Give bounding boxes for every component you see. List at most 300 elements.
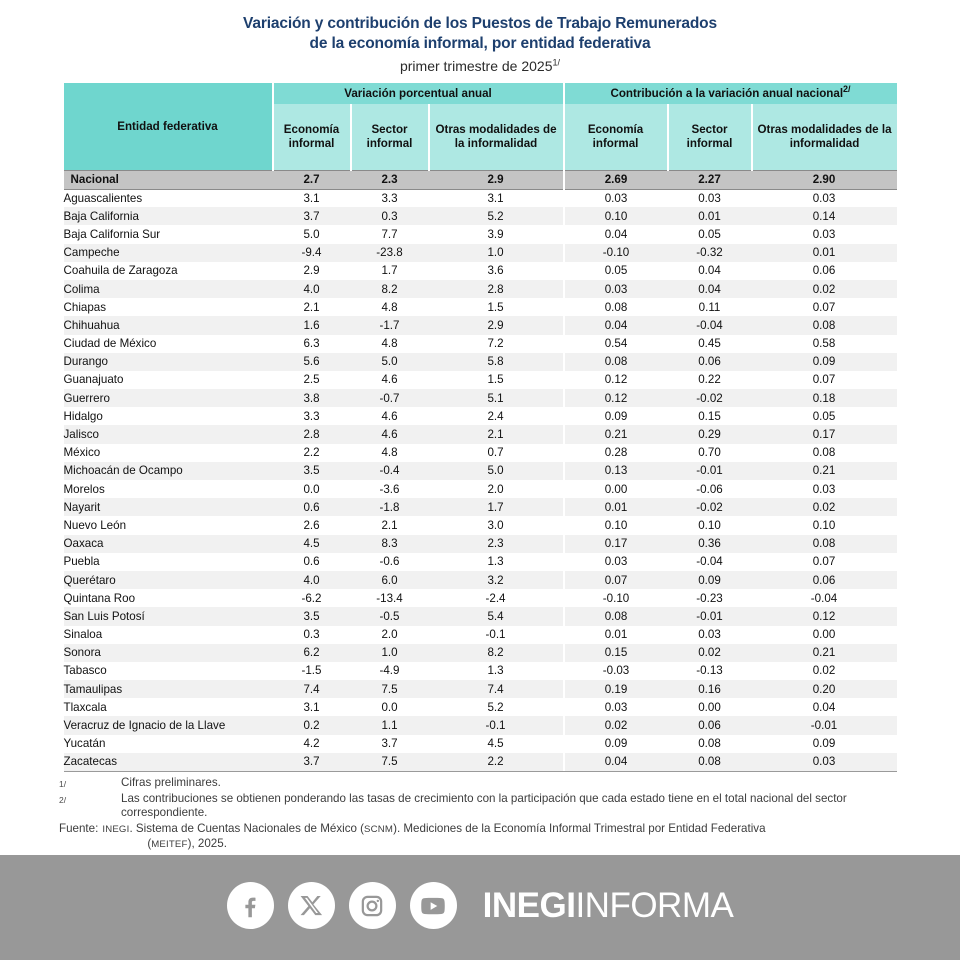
row-value-1: 8.3 <box>351 535 429 553</box>
row-value-0: 2.5 <box>273 371 351 389</box>
row-label-entity: Baja California <box>64 207 273 225</box>
row-value-1: -1.7 <box>351 316 429 334</box>
row-value-5: 0.04 <box>752 698 897 716</box>
row-label-entity: Nuevo León <box>64 516 273 534</box>
row-value-1: 4.6 <box>351 371 429 389</box>
row-value-2: 1.5 <box>429 371 564 389</box>
row-value-2: 5.2 <box>429 698 564 716</box>
row-label-entity: Veracruz de Ignacio de la Llave <box>64 716 273 734</box>
row-value-4: -0.02 <box>668 389 752 407</box>
row-value-0: 0.6 <box>273 498 351 516</box>
row-value-2: 2.9 <box>429 316 564 334</box>
row-value-5: 0.03 <box>752 189 897 207</box>
row-value-5: 0.20 <box>752 680 897 698</box>
header-group-contribucion <box>564 83 897 104</box>
row-value-1: 7.5 <box>351 680 429 698</box>
row-value-1: -0.4 <box>351 462 429 480</box>
footnote-1-marker: 1/ <box>59 779 67 789</box>
row-value-0: 3.5 <box>273 462 351 480</box>
table-row <box>64 589 897 607</box>
header-entidad-federativa: Entidad federativa <box>64 83 273 170</box>
national-value-4: 2.27 <box>668 170 752 189</box>
table-row <box>64 389 897 407</box>
row-value-1: 0.3 <box>351 207 429 225</box>
row-value-5: 0.02 <box>752 498 897 516</box>
brand-wordmark <box>483 886 734 926</box>
row-value-0: 0.2 <box>273 716 351 734</box>
row-value-4: 0.02 <box>668 644 752 662</box>
row-value-1: 8.2 <box>351 280 429 298</box>
row-value-2: 5.0 <box>429 462 564 480</box>
row-value-2: 1.0 <box>429 244 564 262</box>
row-value-4: 0.70 <box>668 444 752 462</box>
national-value-1: 2.3 <box>351 170 429 189</box>
table-row <box>64 444 897 462</box>
row-value-0: 4.2 <box>273 735 351 753</box>
table-row <box>64 244 897 262</box>
table-row <box>64 207 897 225</box>
row-value-4: 0.10 <box>668 516 752 534</box>
row-value-3: 0.04 <box>564 316 668 334</box>
row-label-entity: Puebla <box>64 553 273 571</box>
row-value-1: 0.0 <box>351 698 429 716</box>
row-label-entity: Chiapas <box>64 298 273 316</box>
row-value-5: 0.12 <box>752 607 897 625</box>
row-value-4: 0.05 <box>668 225 752 243</box>
table-row <box>64 735 897 753</box>
footnote-2-marker: 2/ <box>59 794 67 805</box>
row-value-0: 3.1 <box>273 189 351 207</box>
row-value-2: 5.8 <box>429 353 564 371</box>
row-value-3: 0.03 <box>564 189 668 207</box>
row-value-5: 0.17 <box>752 425 897 443</box>
row-value-2: 2.3 <box>429 535 564 553</box>
row-value-4: 0.29 <box>668 425 752 443</box>
row-value-3: 0.13 <box>564 462 668 480</box>
page-title-line-1: Variación y contribución de los Puestos de Trabajo Remunerados <box>243 15 717 32</box>
instagram-icon[interactable] <box>349 882 396 929</box>
row-label-entity: Baja California Sur <box>64 225 273 243</box>
source-text <box>102 822 904 853</box>
row-label-entity: México <box>64 444 273 462</box>
row-value-3: 0.03 <box>564 698 668 716</box>
brand-informa: INFORMA <box>575 885 734 925</box>
row-value-0: 2.6 <box>273 516 351 534</box>
row-value-1: 2.0 <box>351 626 429 644</box>
footnote-1 <box>59 776 904 792</box>
row-value-1: 2.1 <box>351 516 429 534</box>
header-sub-otras-modalidades-contribucion: Otras modalidades de la informalidad <box>752 104 897 170</box>
row-value-5: 0.03 <box>752 753 897 771</box>
row-value-5: 0.05 <box>752 407 897 425</box>
row-value-3: 0.12 <box>564 371 668 389</box>
row-value-3: 0.05 <box>564 262 668 280</box>
row-label-entity: Quintana Roo <box>64 589 273 607</box>
row-value-3: 0.04 <box>564 753 668 771</box>
national-value-0: 2.7 <box>273 170 351 189</box>
row-value-2: -0.1 <box>429 626 564 644</box>
row-value-5: 0.06 <box>752 571 897 589</box>
table-row <box>64 425 897 443</box>
row-value-5: 0.02 <box>752 280 897 298</box>
row-value-3: 0.08 <box>564 298 668 316</box>
row-value-1: 5.0 <box>351 353 429 371</box>
row-value-5: 0.00 <box>752 626 897 644</box>
row-value-4: 0.08 <box>668 735 752 753</box>
row-value-2: 8.2 <box>429 644 564 662</box>
row-value-0: 2.9 <box>273 262 351 280</box>
header-sub-sector-informal-variacion: Sector informal <box>351 104 429 170</box>
row-value-4: -0.32 <box>668 244 752 262</box>
header-group-variacion: Variación porcentual anual <box>273 83 564 104</box>
row-value-1: 3.7 <box>351 735 429 753</box>
row-value-0: 0.0 <box>273 480 351 498</box>
row-value-2: 2.0 <box>429 480 564 498</box>
row-value-0: 3.7 <box>273 207 351 225</box>
row-value-5: 0.07 <box>752 298 897 316</box>
footnote-2-text: Las contribuciones se obtienen ponderando las tasas de crecimiento con la participación que cada estado tiene en el total nacional del sector correspondiente. <box>121 791 847 820</box>
row-value-3: 0.54 <box>564 335 668 353</box>
row-value-5: 0.21 <box>752 644 897 662</box>
row-label-entity: Tlaxcala <box>64 698 273 716</box>
row-value-4: 0.36 <box>668 535 752 553</box>
source-abbr-scnm: SCNM <box>364 823 394 835</box>
row-value-4: 0.06 <box>668 353 752 371</box>
table-row <box>64 371 897 389</box>
youtube-icon[interactable] <box>410 882 457 929</box>
row-value-1: 4.6 <box>351 407 429 425</box>
x-twitter-icon[interactable] <box>288 882 335 929</box>
row-value-3: 0.09 <box>564 735 668 753</box>
table-row <box>64 407 897 425</box>
row-value-4: 0.03 <box>668 626 752 644</box>
row-value-4: -0.01 <box>668 462 752 480</box>
row-value-2: 1.7 <box>429 498 564 516</box>
row-value-2: 5.1 <box>429 389 564 407</box>
source-line <box>59 822 904 853</box>
table-notes <box>56 776 904 853</box>
row-value-5: 0.02 <box>752 662 897 680</box>
row-label-entity: Yucatán <box>64 735 273 753</box>
row-value-4: 0.45 <box>668 335 752 353</box>
row-value-2: 2.8 <box>429 280 564 298</box>
row-value-5: 0.08 <box>752 444 897 462</box>
table-row <box>64 698 897 716</box>
row-value-0: -6.2 <box>273 589 351 607</box>
subtitle-footnote-marker: 1/ <box>552 57 561 68</box>
table-row <box>64 225 897 243</box>
row-value-5: 0.10 <box>752 516 897 534</box>
row-value-5: 0.14 <box>752 207 897 225</box>
row-value-3: 0.00 <box>564 480 668 498</box>
row-value-0: -9.4 <box>273 244 351 262</box>
row-value-1: 7.5 <box>351 753 429 771</box>
row-label-entity: Jalisco <box>64 425 273 443</box>
row-value-3: -0.03 <box>564 662 668 680</box>
informal-economy-table <box>64 83 897 771</box>
table-row <box>64 480 897 498</box>
row-value-0: 2.2 <box>273 444 351 462</box>
row-value-2: 3.6 <box>429 262 564 280</box>
table-header <box>64 83 897 170</box>
row-label-national: Nacional <box>64 170 273 189</box>
header-sub-economia-informal-variacion: Economía informal <box>273 104 351 170</box>
row-label-entity: Chihuahua <box>64 316 273 334</box>
row-value-2: 3.2 <box>429 571 564 589</box>
row-value-1: -0.6 <box>351 553 429 571</box>
row-value-5: -0.01 <box>752 716 897 734</box>
row-value-3: 0.01 <box>564 498 668 516</box>
row-value-5: 0.21 <box>752 462 897 480</box>
table-row <box>64 298 897 316</box>
row-label-entity: Tamaulipas <box>64 680 273 698</box>
table-row <box>64 662 897 680</box>
row-label-entity: Aguascalientes <box>64 189 273 207</box>
source-open-paren: ( <box>147 837 152 851</box>
row-value-2: 1.3 <box>429 553 564 571</box>
title-block <box>0 0 960 76</box>
row-value-2: 3.0 <box>429 516 564 534</box>
row-value-4: 0.00 <box>668 698 752 716</box>
table-row <box>64 335 897 353</box>
table-row <box>64 716 897 734</box>
row-value-4: 0.11 <box>668 298 752 316</box>
table-row <box>64 280 897 298</box>
row-label-entity: Campeche <box>64 244 273 262</box>
row-value-1: 4.8 <box>351 335 429 353</box>
table-row <box>64 535 897 553</box>
row-value-2: 5.2 <box>429 207 564 225</box>
page-subtitle <box>0 56 960 76</box>
facebook-icon[interactable] <box>227 882 274 929</box>
table-row <box>64 571 897 589</box>
row-value-1: -3.6 <box>351 480 429 498</box>
row-value-2: 7.4 <box>429 680 564 698</box>
row-label-entity: Sonora <box>64 644 273 662</box>
row-label-entity: Hidalgo <box>64 407 273 425</box>
row-value-4: -0.01 <box>668 607 752 625</box>
table-row <box>64 462 897 480</box>
row-value-2: 4.5 <box>429 735 564 753</box>
row-value-4: 0.22 <box>668 371 752 389</box>
data-table-container <box>64 83 897 772</box>
row-label-entity: Oaxaca <box>64 535 273 553</box>
source-abbr-meitef: MEITEF <box>151 839 188 851</box>
row-value-1: -0.5 <box>351 607 429 625</box>
header-group-contribucion-footnote-marker: 2/ <box>843 84 851 95</box>
row-value-1: -1.8 <box>351 498 429 516</box>
row-value-2: 2.4 <box>429 407 564 425</box>
row-value-0: 1.6 <box>273 316 351 334</box>
row-label-entity: Ciudad de México <box>64 335 273 353</box>
row-value-2: 5.4 <box>429 607 564 625</box>
table-body <box>64 170 897 771</box>
source-org: INEGI <box>102 823 130 835</box>
row-value-3: 0.10 <box>564 516 668 534</box>
row-value-1: -23.8 <box>351 244 429 262</box>
row-value-4: -0.23 <box>668 589 752 607</box>
row-value-0: 3.8 <box>273 389 351 407</box>
row-value-0: 6.2 <box>273 644 351 662</box>
row-value-2: 1.5 <box>429 298 564 316</box>
row-value-1: 4.8 <box>351 298 429 316</box>
row-value-0: -1.5 <box>273 662 351 680</box>
row-value-1: 6.0 <box>351 571 429 589</box>
header-group-contribucion-label: Contribución a la variación anual nacional <box>610 87 844 100</box>
row-value-4: -0.06 <box>668 480 752 498</box>
row-value-0: 2.1 <box>273 298 351 316</box>
row-value-1: 1.7 <box>351 262 429 280</box>
row-label-entity: Durango <box>64 353 273 371</box>
row-value-5: 0.08 <box>752 316 897 334</box>
row-value-3: 0.21 <box>564 425 668 443</box>
table-row <box>64 553 897 571</box>
row-value-0: 2.8 <box>273 425 351 443</box>
row-value-5: 0.58 <box>752 335 897 353</box>
row-value-5: 0.08 <box>752 535 897 553</box>
row-value-0: 4.5 <box>273 535 351 553</box>
row-value-1: 4.8 <box>351 444 429 462</box>
row-label-entity: Nayarit <box>64 498 273 516</box>
row-value-5: 0.09 <box>752 735 897 753</box>
row-value-3: 0.01 <box>564 626 668 644</box>
row-value-4: 0.09 <box>668 571 752 589</box>
national-value-3: 2.69 <box>564 170 668 189</box>
row-value-0: 0.3 <box>273 626 351 644</box>
brand-inegi: INEGI <box>482 885 576 925</box>
subtitle-text: primer trimestre de 2025 <box>399 58 553 74</box>
row-value-2: 1.3 <box>429 662 564 680</box>
row-value-3: 0.02 <box>564 716 668 734</box>
row-label-entity: Morelos <box>64 480 273 498</box>
row-value-4: -0.02 <box>668 498 752 516</box>
row-value-3: 0.08 <box>564 607 668 625</box>
table-row <box>64 680 897 698</box>
row-value-0: 4.0 <box>273 571 351 589</box>
source-part-2: ). Mediciones de la Economía Informal Trimestral por Entidad Federativa <box>393 821 766 835</box>
row-value-1: 1.0 <box>351 644 429 662</box>
row-label-entity: Tabasco <box>64 662 273 680</box>
row-value-4: 0.16 <box>668 680 752 698</box>
row-value-3: -0.10 <box>564 589 668 607</box>
row-label-entity: Sinaloa <box>64 626 273 644</box>
row-value-0: 3.3 <box>273 407 351 425</box>
row-value-0: 3.1 <box>273 698 351 716</box>
row-value-5: 0.03 <box>752 480 897 498</box>
table-row <box>64 316 897 334</box>
row-value-0: 5.0 <box>273 225 351 243</box>
footnote-1-text: Cifras preliminares. <box>121 776 221 789</box>
row-value-5: 0.01 <box>752 244 897 262</box>
row-value-3: 0.03 <box>564 553 668 571</box>
row-value-0: 0.6 <box>273 553 351 571</box>
source-part-3: ), 2025. <box>187 837 227 851</box>
table-row <box>64 262 897 280</box>
row-value-2: -0.1 <box>429 716 564 734</box>
national-value-5: 2.90 <box>752 170 897 189</box>
source-part-1: . Sistema de Cuentas Nacionales de México ( <box>129 821 365 835</box>
row-value-1: 3.3 <box>351 189 429 207</box>
row-value-1: -0.7 <box>351 389 429 407</box>
footnote-2 <box>59 792 904 821</box>
row-value-3: 0.28 <box>564 444 668 462</box>
row-value-3: 0.09 <box>564 407 668 425</box>
header-sub-otras-modalidades-variacion: Otras modalidades de la informalidad <box>429 104 564 170</box>
table-row <box>64 753 897 771</box>
table-row <box>64 353 897 371</box>
table-row <box>64 626 897 644</box>
row-value-1: 1.1 <box>351 716 429 734</box>
row-value-5: 0.06 <box>752 262 897 280</box>
row-value-4: 0.15 <box>668 407 752 425</box>
row-value-3: 0.19 <box>564 680 668 698</box>
row-label-entity: Querétaro <box>64 571 273 589</box>
row-value-4: 0.06 <box>668 716 752 734</box>
row-label-entity: Zacatecas <box>64 753 273 771</box>
row-value-0: 4.0 <box>273 280 351 298</box>
row-value-5: 0.07 <box>752 371 897 389</box>
source-label: Fuente: <box>59 821 99 835</box>
national-value-2: 2.9 <box>429 170 564 189</box>
row-value-3: 0.12 <box>564 389 668 407</box>
row-value-5: -0.04 <box>752 589 897 607</box>
row-label-entity: Coahuila de Zaragoza <box>64 262 273 280</box>
header-sub-economia-informal-contribucion: Economía informal <box>564 104 668 170</box>
row-value-3: -0.10 <box>564 244 668 262</box>
row-value-2: 3.1 <box>429 189 564 207</box>
row-value-4: -0.04 <box>668 316 752 334</box>
row-value-3: 0.10 <box>564 207 668 225</box>
footer-bar <box>0 855 960 960</box>
table-row <box>64 607 897 625</box>
row-label-entity: Colima <box>64 280 273 298</box>
row-value-2: -2.4 <box>429 589 564 607</box>
row-value-5: 0.18 <box>752 389 897 407</box>
row-value-2: 3.9 <box>429 225 564 243</box>
row-value-0: 7.4 <box>273 680 351 698</box>
row-value-2: 2.1 <box>429 425 564 443</box>
row-value-4: 0.04 <box>668 280 752 298</box>
row-label-entity: San Luis Potosí <box>64 607 273 625</box>
row-value-3: 0.17 <box>564 535 668 553</box>
table-row <box>64 516 897 534</box>
row-value-4: 0.01 <box>668 207 752 225</box>
row-value-0: 3.5 <box>273 607 351 625</box>
table-row <box>64 498 897 516</box>
row-value-3: 0.08 <box>564 353 668 371</box>
table-bottom-rule <box>64 771 897 772</box>
row-value-2: 7.2 <box>429 335 564 353</box>
table-header-group-row <box>64 83 897 104</box>
row-value-2: 0.7 <box>429 444 564 462</box>
row-value-4: -0.13 <box>668 662 752 680</box>
header-sub-sector-informal-contribucion: Sector informal <box>668 104 752 170</box>
row-value-5: 0.07 <box>752 553 897 571</box>
row-value-4: -0.04 <box>668 553 752 571</box>
table-row <box>64 189 897 207</box>
row-label-entity: Guanajuato <box>64 371 273 389</box>
row-value-5: 0.03 <box>752 225 897 243</box>
row-value-1: 7.7 <box>351 225 429 243</box>
row-label-entity: Michoacán de Ocampo <box>64 462 273 480</box>
row-value-3: 0.03 <box>564 280 668 298</box>
table-row <box>64 644 897 662</box>
row-value-0: 5.6 <box>273 353 351 371</box>
row-value-4: 0.03 <box>668 189 752 207</box>
row-value-3: 0.07 <box>564 571 668 589</box>
table-row-national <box>64 170 897 189</box>
row-value-0: 6.3 <box>273 335 351 353</box>
